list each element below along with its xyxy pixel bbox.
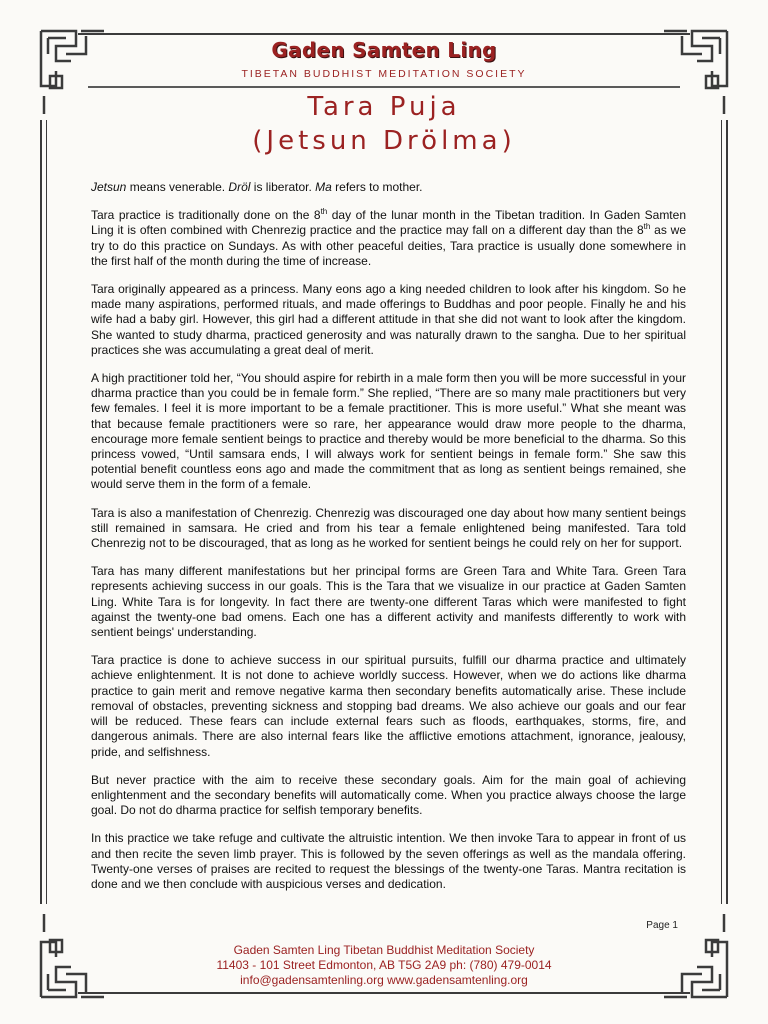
paragraph: Tara practice is done to achieve success in our spiritual pursuits, fulfill our dharma practice and ultimately achieve enlightenment. It is not done to achieve worldly success. However, when we do actions like dharma practice to gain merit and remove negative karma then secondary benefits automatically arise. These include removal of obstacles, preventing sickness and stopping bad dreams. We also achieve our goals and our fear will be reduced. These fears can include external fears such as floods, earthquakes, storms, fire, and dangerous animals. There are also internal fears like the afflictive emotions attachment, ignorance, jealousy, pride, and selfishness. bbox=[91, 653, 686, 759]
border-left bbox=[40, 120, 42, 904]
superscript-th: th bbox=[320, 207, 328, 217]
intro-text-1: means venerable. bbox=[126, 180, 229, 194]
organization-name: Gaden Samten Ling bbox=[271, 38, 497, 62]
border-right-inner bbox=[721, 120, 722, 904]
page-number: Page 1 bbox=[646, 920, 678, 931]
term-drol: Dröl bbox=[228, 180, 251, 194]
footer bbox=[0, 943, 768, 988]
document-title: Tara Puja bbox=[307, 92, 461, 122]
paragraph: Tara has many different manifestations but her principal forms are Green Tara and White Tara. Green Tara represents achieving success in our goals. This is the Tara that we visualize in our practice at Gaden Samten Ling. White Tara is for longevity. In fact there are twenty-one different Taras which were manifested to fight against the twenty-one bad omens. Each one has a different activity and manifests differently to work with sentient beings' understanding. bbox=[91, 564, 686, 640]
para2-text-c: as we try to do this practice on Sundays. As with other peaceful deities, Tara practice is usually done somewhere in the first half of the month during the time of increase. bbox=[91, 223, 686, 268]
footer-contact: info@gadensamtenling.org www.gadensamtenling.org bbox=[240, 973, 528, 987]
border-right bbox=[726, 120, 728, 904]
intro-text-3: refers to mother. bbox=[331, 180, 423, 194]
para2-text-b: day of the lunar month in the Tibetan tradition. In Gaden Samten Ling it is often combined with Chenrezig practice and the practice may fall on a different day than the 8 bbox=[91, 208, 686, 238]
organization-subtitle: TIBETAN BUDDHIST MEDITATION SOCIETY bbox=[241, 68, 527, 80]
footer-address: 11403 - 101 Street Edmonton, AB T5G 2A9 ph: (780) 479-0014 bbox=[216, 958, 552, 972]
paragraph: In this practice we take refuge and cultivate the altruistic intention. We then invoke Tara to appear in front of us and then recite the seven limb prayer. This is followed by the seven offerings as well as the mandala offering. Twenty-one verses of praises are recited to request the blessings of the twenty-one Taras. Mantra recitation is done and we then conclude with auspicious verses and dedication. bbox=[91, 831, 686, 891]
paragraph-intro bbox=[91, 180, 686, 195]
term-ma: Ma bbox=[315, 180, 332, 194]
document-subtitle: (Jetsun Drölma) bbox=[252, 126, 516, 156]
header-rule bbox=[88, 86, 680, 88]
border-bottom bbox=[78, 992, 690, 994]
document-body bbox=[91, 180, 686, 905]
paragraph: Tara originally appeared as a princess. Many eons ago a king needed children to look after his kingdom. So he made many aspirations, performed rituals, and made offerings to Buddhas and poor people. Finally he and his wife had a baby girl. However, this girl had a different attitude in that she did not want to look after the kingdom. She wanted to study dharma, practiced generosity and was naturally drawn to the sangha. Due to her spiritual practices she was accumulating a great deal of merit. bbox=[91, 282, 686, 357]
border-top bbox=[78, 33, 690, 35]
paragraph: But never practice with the aim to receive these secondary goals. Aim for the main goal of achieving enlightenment and the secondary benefits will automatically come. When you practice always choose the large goal. Do not do dharma practice for selfish temporary benefits. bbox=[91, 772, 686, 818]
border-left-inner bbox=[46, 120, 47, 904]
term-jetsun: Jetsun bbox=[91, 180, 127, 194]
para2-text-a: Tara practice is traditionally done on the 8 bbox=[91, 208, 321, 223]
paragraph: A high practitioner told her, “You should aspire for rebirth in a male form then you will be more successful in your dharma practice than you could be in female form.” She replied, “There are so many male practitioners but very few females. I feel it is more important to be a female practitioner. This is more useful.” What she meant was that because female practitioners were so rare, her appearance would draw more people to the dharma, encourage more female sentient beings to practice and thereby would be more beneficial to the dharma. So this princess vowed, “Until samsara ends, I will always work for sentient beings in female form.” She saw this potential benefit countless eons ago and made the commitment that as long as sentient beings remained, she would serve them in the form of a female. bbox=[91, 371, 686, 492]
paragraph: Tara is also a manifestation of Chenrezig. Chenrezig was discouraged one day about how many sentient beings still remained in samsara. He cried and from his tear a female enlightened being manifested. Tara told Chenrezig not to be discouraged, that as long as he worked for sentient beings he could rely on her for support. bbox=[91, 505, 686, 551]
footer-org: Gaden Samten Ling Tibetan Buddhist Meditation Society bbox=[233, 943, 535, 957]
intro-text-2: is liberator. bbox=[250, 180, 316, 194]
paragraph-practice-timing bbox=[91, 208, 686, 269]
superscript-th: th bbox=[643, 222, 651, 232]
